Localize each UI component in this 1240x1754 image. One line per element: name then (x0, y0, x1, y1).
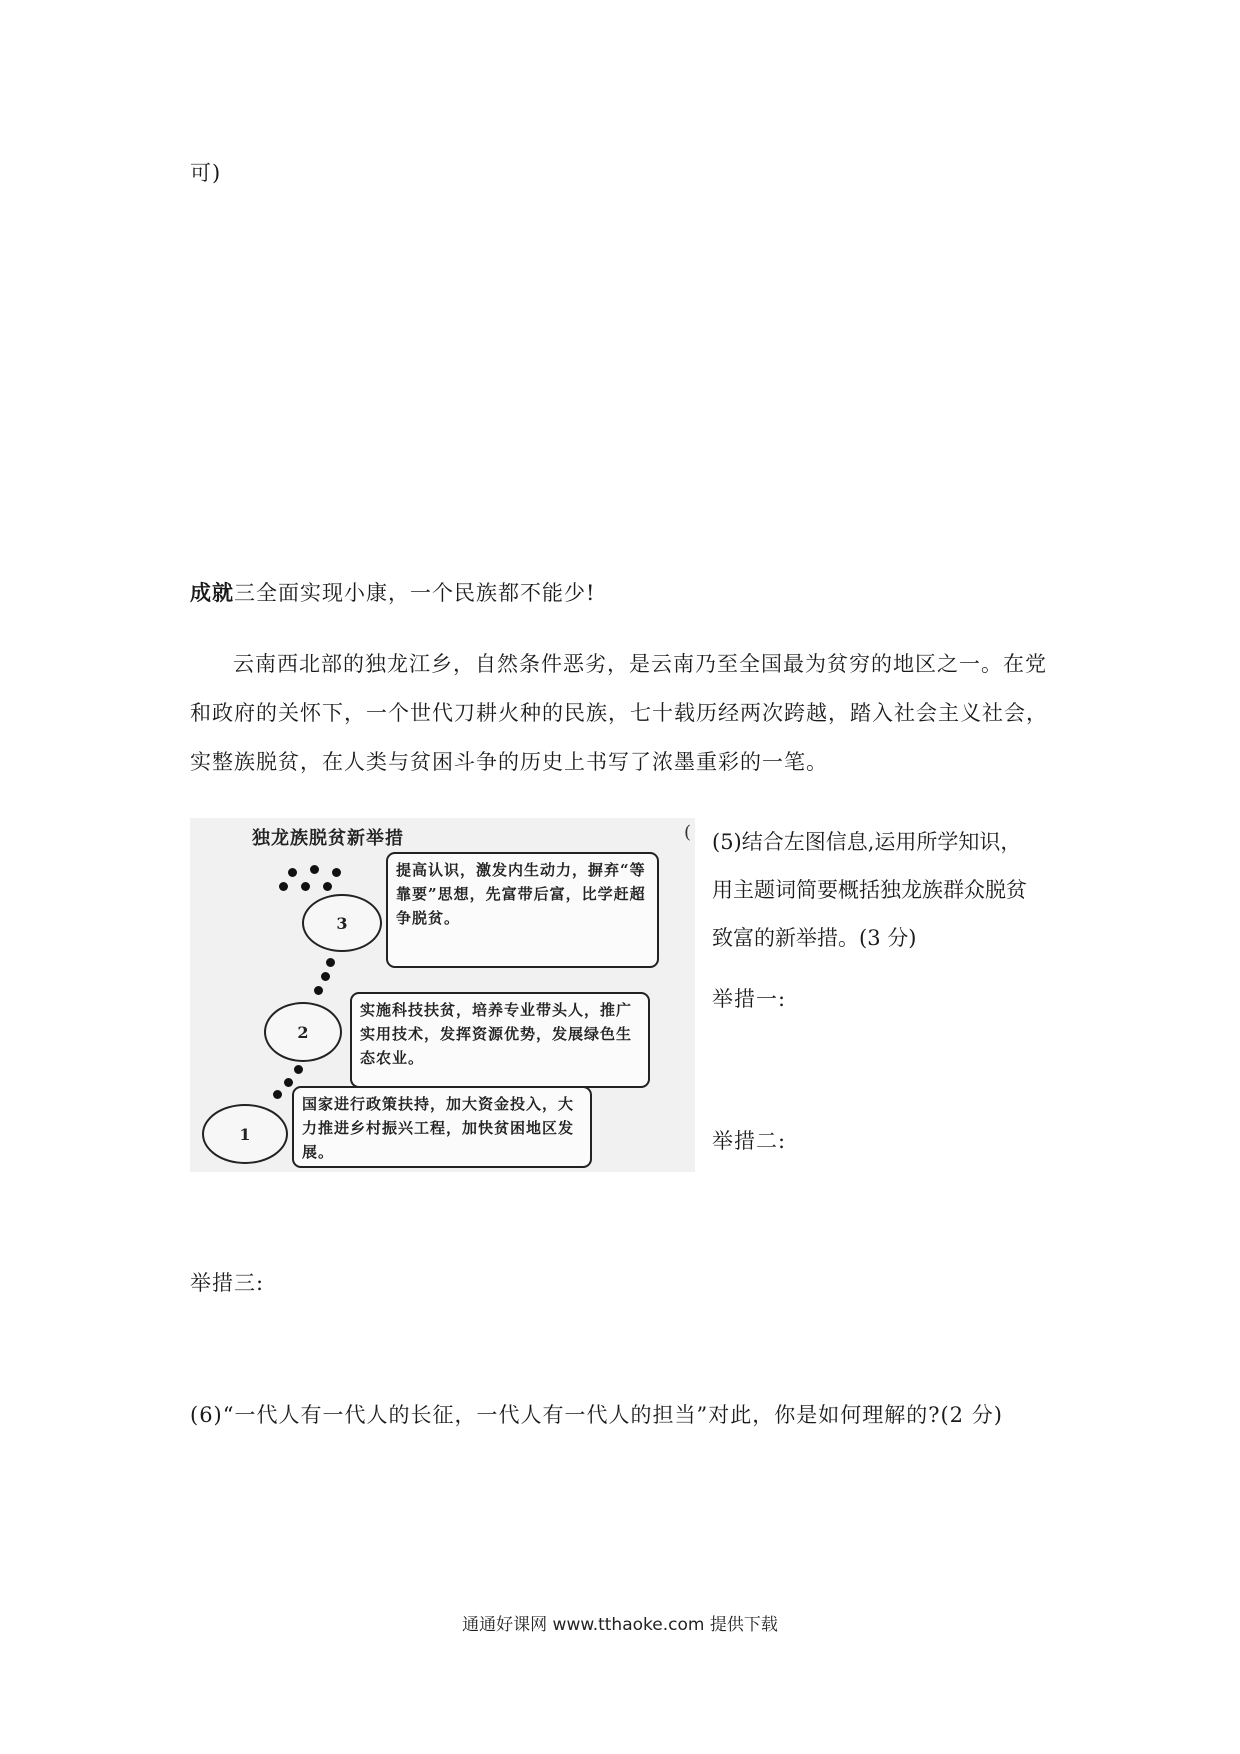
path-dot (301, 882, 310, 891)
question-5-line: 致富的新举措。(3 分) (712, 926, 917, 950)
path-dot (323, 882, 332, 891)
path-dot (332, 868, 341, 877)
step-3-box: 提高认识，激发内生动力，摒弃“等靠要”思想，先富带后富，比学赶超争脱贫。 (386, 852, 659, 968)
question-5-line: 用主题词简要概括独龙族群众脱贫 (712, 878, 1027, 902)
step-2-box: 实施科技扶贫，培养专业带头人，推广实用技术，发挥资源优势，发展绿色生态农业。 (350, 992, 650, 1088)
step-3-oval: 3 (302, 894, 382, 952)
figure-title: 独龙族脱贫新举措 (252, 828, 404, 849)
question-5 (712, 818, 1057, 962)
page-footer: 通通好课网 www.tthaoke.com 提供下载 (462, 1615, 778, 1635)
top-fragment: 可) (190, 161, 222, 185)
path-dot (288, 868, 297, 877)
step-1-box: 国家进行政策扶持，加大资金投入，大力推进乡村振兴工程，加快贫困地区发展。 (292, 1086, 592, 1168)
figure-corner-mark: ( (683, 822, 691, 843)
path-dot (314, 986, 323, 995)
measure-2-label: 举措二: (712, 1129, 787, 1153)
intro-paragraph: 云南西北部的独龙江乡，自然条件恶劣，是云南乃至全国最为贫穷的地区之一。在党和政府的关怀下，一个世代刀耕火种的民族，七十载历经两次跨越，踏入社会主义社会，实整族脱贫，在人类与贫困斗争的历史上书写了浓墨重彩的一笔。 (190, 652, 1048, 774)
step-1-oval: 1 (202, 1104, 288, 1164)
path-dot (294, 1065, 303, 1074)
question-5-line: (5)结合左图信息,运用所学知识， (712, 830, 1022, 854)
question-6: (6)“一代人有一代人的长征，一代人有一代人的担当”对此，你是如何理解的?(2 分) (190, 1403, 1003, 1427)
path-dot (321, 972, 330, 981)
measure-1-label: 举措一: (712, 987, 787, 1011)
path-dot (279, 882, 288, 891)
path-dot (310, 865, 319, 874)
path-dot (273, 1090, 282, 1099)
measure-3-label: 举措三: (190, 1271, 265, 1295)
path-dot (326, 958, 335, 967)
section-heading-bold: 成就 (190, 581, 234, 605)
section-heading-text: 三全面实现小康，一个民族都不能少! (234, 581, 596, 605)
section-heading (190, 578, 595, 608)
step-2-oval: 2 (264, 1002, 342, 1062)
path-dot (284, 1078, 293, 1087)
poverty-measures-figure (190, 818, 695, 1172)
